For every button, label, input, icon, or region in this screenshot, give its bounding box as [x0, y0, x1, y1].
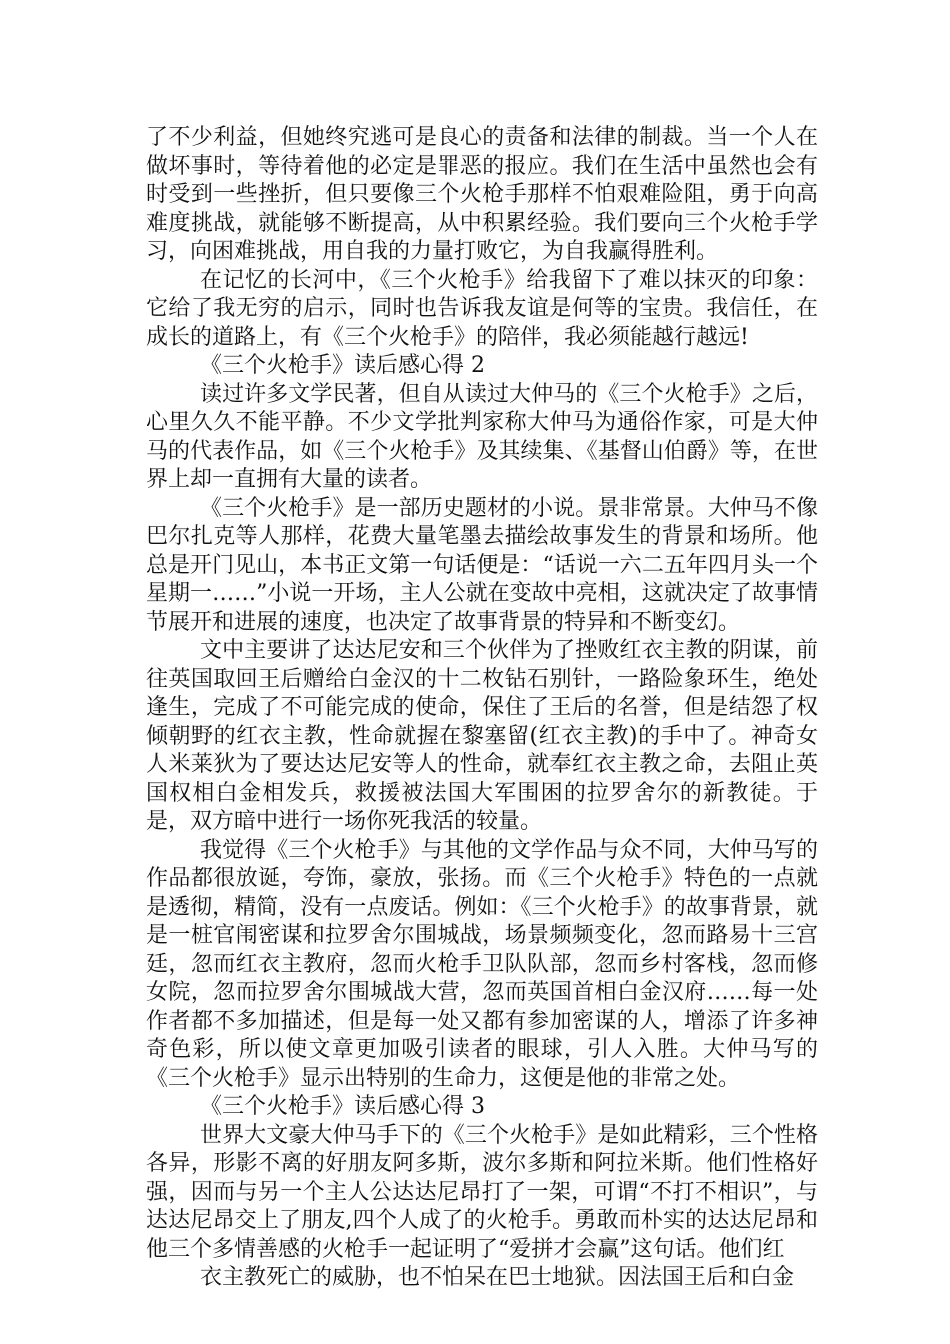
- section-heading: 《三个火枪手》读后感心得 3: [200, 1094, 485, 1119]
- section-heading: 《三个火枪手》读后感心得 2: [200, 353, 485, 378]
- body-paragraph: 衣主教死亡的威胁，也不怕呆在巴士地狱。因法国王后和白金: [200, 1265, 795, 1290]
- body-paragraph: 《三个火枪手》是一部历史题材的小说。景非常景。大仲马不像巴尔扎克等人那样，花费大量笔墨去描绘故事发生的背景和场所。他总是开门见山，本书正文第一句话便是：“话说一六二五年四月头一个星期一……”小说一开场，主人公就在变故中亮相，这就决定了故事情节展开和进展的速度，也决定了故事背景的特异和不断变幻。: [146, 495, 818, 635]
- body-paragraph: 读过许多文学民著，但自从读过大仲马的《三个火枪手》之后，心里久久不能平静。不少文学批判家称大仲马为通俗作家，可是大仲马的代表作品，如《三个火枪手》及其续集、《基督山伯爵》等，在世界上却一直拥有大量的读者。: [146, 381, 818, 492]
- body-paragraph: 我觉得《三个火枪手》与其他的文学作品与众不同，大仲马写的作品都很放诞，夸饰，豪放，张扬。而《三个火枪手》特色的一点就是透彻，精简，没有一点废话。例如：《三个火枪手》的故事背景，就是一桩官闱密谋和拉罗舍尔围城战，场景频频变化，忽而路易十三宫廷，忽而红衣主教府，忽而火枪手卫队队部，忽而乡村客栈，忽而修女院，忽而拉罗舍尔围城战大营，忽而英国首相白金汉府……每一处作者都不多加描述，但是每一处又都有参加密谋的人，增添了许多神奇色彩，所以使文章更加吸引读者的眼球，引人入胜。大仲马写的《三个火枪手》显示出特别的生命力，这便是他的非常之处。: [146, 837, 818, 1091]
- body-paragraph: 文中主要讲了达达尼安和三个伙伴为了挫败红衣主教的阴谋，前往英国取回王后赠给白金汉的十二枚钻石别针，一路险象环生，绝处逢生，完成了不可能完成的使命，保住了王后的名誉，但是结怨了权倾朝野的红衣主教，性命就握在黎塞留(红衣主教)的手中了。神奇女人米莱狄为了要达达尼安等人的性命，就奉红衣主教之命，去阻止英国权相白金相发兵，救援被法国大军围困的拉罗舍尔的新教徒。于是，双方暗中进行一场你死我活的较量。: [146, 638, 818, 834]
- document-page: [146, 124, 818, 1293]
- body-paragraph: 世界大文豪大仲马手下的《三个火枪手》是如此精彩，三个性格各异，形影不离的好朋友阿多斯，波尔多斯和阿拉米斯。他们性格好强，因而与另一个主人公达达尼昂打了一架，可谓“不打不相识”，与达达尼昂交上了朋友,四个人成了的火枪手。勇敢而朴实的达达尼昂和他三个多情善感的火枪手一起证明了“爱拼才会赢”这句话。他们红: [146, 1122, 818, 1262]
- body-paragraph: 了不少利益，但她终究逃可是良心的责备和法律的制裁。当一个人在做坏事时，等待着他的必定是罪恶的报应。我们在生活中虽然也会有时受到一些挫折，但只要像三个火枪手那样不怕艰难险阻，勇于向高难度挑战，就能够不断提高，从中积累经验。我们要向三个火枪手学习，向困难挑战，用自我的力量打败它，为自我赢得胜利。: [146, 125, 818, 264]
- body-paragraph: 在记忆的长河中，《三个火枪手》给我留下了难以抹灭的印象：它给了我无穷的启示，同时也告诉我友谊是何等的宝贵。我信任，在成长的道路上，有《三个火枪手》的陪伴，我必须能越行越远!: [146, 267, 818, 350]
